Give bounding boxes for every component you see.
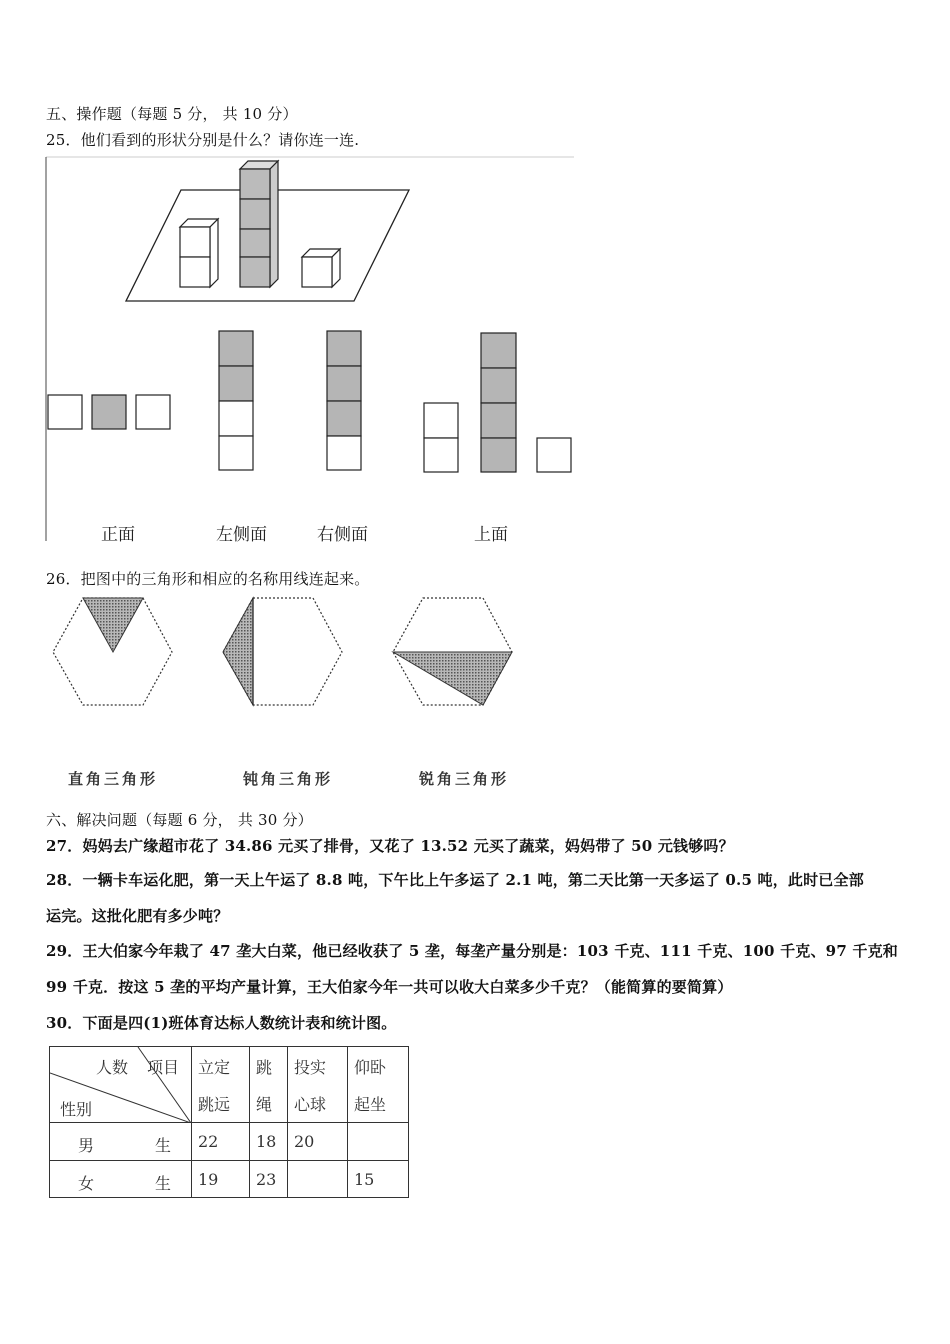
question-28-line1: 28．一辆卡车运化肥，第一天上午运了 8.8 吨，下午比上午多运了 2.1 吨，第二天比第一天多运了 0.5 吨，此时已全部 (46, 871, 864, 889)
table-row (50, 1161, 409, 1198)
cube-stack-middle (240, 161, 278, 287)
section-title-6: 六、解决问题（每题 6 分， 共 30 分） (46, 811, 313, 829)
triangle-acute (83, 598, 143, 652)
q26-figure (46, 594, 526, 712)
header-ball-throw: 投实 心球 (288, 1047, 348, 1123)
header-standing-jump: 立定 跳远 (192, 1047, 250, 1123)
cell-value (348, 1123, 409, 1161)
question-28-line2: 运完。这批化肥有多少吨？ (46, 907, 229, 925)
header-sit-ups: 仰卧 起坐 (348, 1047, 409, 1123)
cell-value (288, 1161, 348, 1198)
corner-label-count: 人数 (96, 1058, 129, 1077)
header-rope-skipping: 跳 绳 (250, 1047, 288, 1123)
view-option-column-b (327, 331, 361, 470)
section-title-5: 五、操作题（每题 5 分， 共 10 分） (46, 105, 298, 123)
triangle-obtuse (393, 652, 512, 705)
view-option-mixed (424, 333, 571, 472)
corner-label-item: 项目 (147, 1058, 180, 1077)
corner-label-gender: 性别 (60, 1100, 93, 1119)
question-27: 27．妈妈去广缘超市花了 34.86 元买了排骨，又花了 13.52 元买了蔬菜，妈妈带了 50 元钱够吗？ (46, 837, 734, 855)
label-left-side: 左侧面 (216, 525, 267, 545)
label-front: 正面 (101, 525, 135, 545)
row-label-girls: 女 生 (50, 1161, 192, 1198)
cube-single-right (302, 249, 340, 287)
cell-value: 22 (192, 1123, 250, 1161)
question-29-line1: 29．王大伯家今年栽了 47 垄大白菜，他已经收获了 5 垄，每垄产量分别是：103 千克、111 千克、100 千克、97 千克和 (46, 942, 898, 960)
label-right-side: 右侧面 (317, 525, 368, 545)
label-top: 上面 (474, 525, 508, 545)
cell-value: 23 (250, 1161, 288, 1198)
table-row (50, 1123, 409, 1161)
row-label-boys: 男 生 (50, 1123, 192, 1161)
table-corner-cell (50, 1047, 192, 1123)
q25-figure (44, 155, 576, 545)
question-30: 30．下面是四(1)班体育达标人数统计表和统计图。 (46, 1014, 397, 1032)
question-26: 26．把图中的三角形和相应的名称用线连起来。 (46, 570, 370, 588)
cell-value: 19 (192, 1161, 250, 1198)
cube-stack-left (180, 219, 218, 287)
question-29-line2: 99 千克．按这 5 垄的平均产量计算，王大伯家今年一共可以收大白菜多少千克？（能简算的要简算） (46, 978, 733, 996)
label-obtuse-triangle: 钝角三角形 (243, 770, 334, 788)
cell-value: 20 (288, 1123, 348, 1161)
label-right-triangle: 直角三角形 (68, 770, 159, 788)
view-option-row (48, 395, 170, 429)
view-option-column-a (219, 331, 253, 470)
label-acute-triangle: 锐角三角形 (419, 770, 510, 788)
triangle-right (223, 598, 253, 705)
question-25: 25．他们看到的形状分别是什么？请你连一连. (46, 131, 360, 149)
cell-value: 15 (348, 1161, 409, 1198)
cell-value: 18 (250, 1123, 288, 1161)
statistics-table (49, 1046, 409, 1198)
